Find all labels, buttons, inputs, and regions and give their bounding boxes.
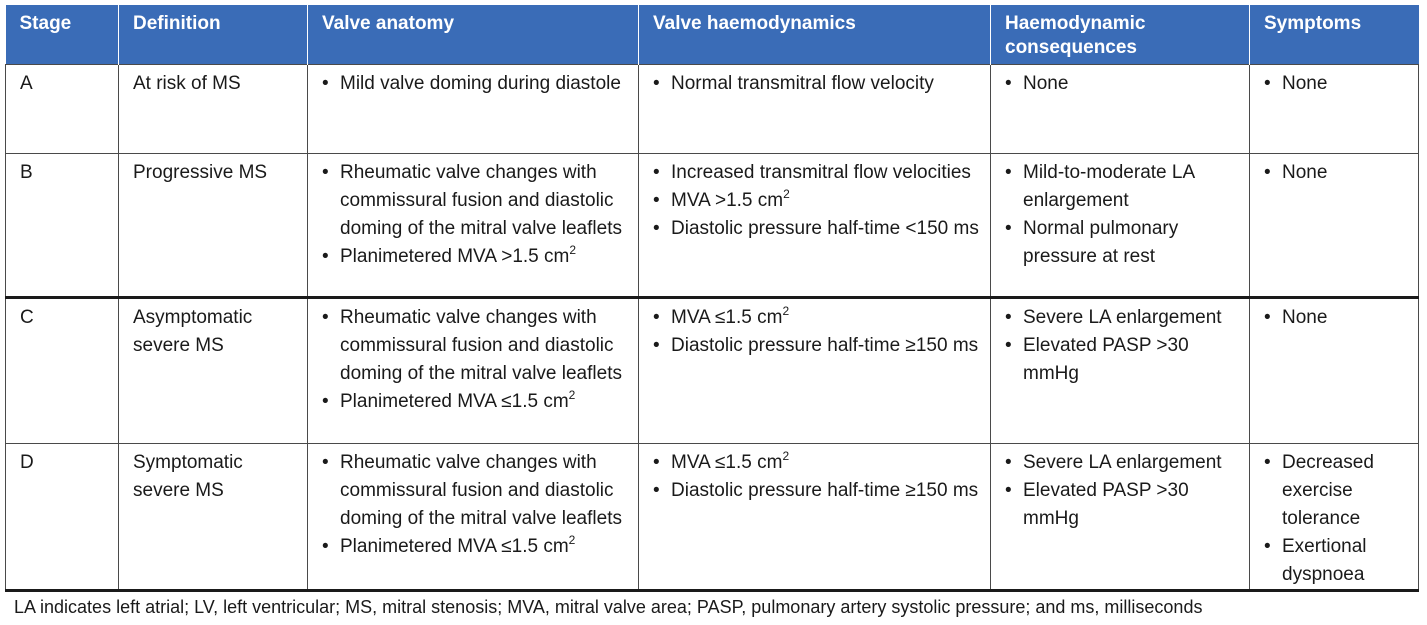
- symptoms-cell: [1250, 65, 1419, 154]
- consequences-cell: [991, 65, 1250, 154]
- list-item: • Mild-to-moderate LA enlargement: [1005, 159, 1243, 215]
- anatomy-cell: [308, 444, 639, 591]
- list-item: • Severe LA enlargement: [1005, 449, 1243, 477]
- list-item: • MVA >1.5 $cm^2$: [653, 187, 984, 215]
- list-item: • Severe LA enlargement: [1005, 304, 1243, 332]
- header-haemodynamic-consequences: Haemodynamic consequences: [991, 5, 1250, 65]
- list-item: • Elevated PASP >30 mmHg: [1005, 477, 1243, 533]
- table-row: [6, 298, 1419, 444]
- stage-cell: A: [6, 65, 119, 154]
- list-item: • None: [1264, 304, 1412, 332]
- haemodynamics-cell: [639, 154, 991, 298]
- list-item: • Planimetered MVA ≤1.5 $cm^2$: [322, 388, 632, 416]
- list-item: • Exertional dyspnoea: [1264, 533, 1412, 589]
- table-header-row: [6, 5, 1419, 65]
- list-item: • MVA ≤1.5 $cm^2$: [653, 304, 984, 332]
- list-item: • None: [1264, 70, 1412, 98]
- list-item: • Planimetered MVA >1.5 $cm^2$: [322, 243, 632, 271]
- anatomy-cell: [308, 298, 639, 444]
- consequences-cell: [991, 298, 1250, 444]
- haemodynamics-cell: [639, 444, 991, 591]
- header-definition: Definition: [119, 5, 308, 65]
- haemodynamics-cell: [639, 298, 991, 444]
- consequences-cell: [991, 444, 1250, 591]
- anatomy-cell: [308, 154, 639, 298]
- table-row: [6, 65, 1419, 154]
- list-item: • Increased transmitral flow velocities: [653, 159, 984, 187]
- list-item: • Decreased exercise tolerance: [1264, 449, 1412, 533]
- symptoms-cell: [1250, 154, 1419, 298]
- list-item: • Planimetered MVA ≤1.5 $cm^2$: [322, 533, 632, 561]
- table-footnote: LA indicates left atrial; LV, left ventricular; MS, mitral stenosis; MVA, mitral valve area; PASP, pulmonary artery systolic pressure; and ms, milliseconds: [14, 597, 1203, 617]
- list-item: • Normal pulmonary pressure at rest: [1005, 215, 1243, 271]
- anatomy-cell: [308, 65, 639, 154]
- ms-stages-table: [5, 5, 1419, 592]
- stage-cell: B: [6, 154, 119, 298]
- header-valve-haemodynamics: Valve haemodynamics: [639, 5, 991, 65]
- list-item: • None: [1264, 159, 1412, 187]
- list-item: • MVA ≤1.5 $cm^2$: [653, 449, 984, 477]
- symptoms-cell: [1250, 298, 1419, 444]
- header-valve-anatomy: Valve anatomy: [308, 5, 639, 65]
- definition-cell: Asymptomatic severe MS: [119, 298, 308, 444]
- list-item: • Diastolic pressure half-time <150 ms: [653, 215, 984, 243]
- haemodynamics-cell: [639, 65, 991, 154]
- symptoms-cell: [1250, 444, 1419, 591]
- consequences-cell: [991, 154, 1250, 298]
- table-row: [6, 444, 1419, 591]
- stage-cell: C: [6, 298, 119, 444]
- list-item: • Diastolic pressure half-time ≥150 ms: [653, 477, 984, 505]
- header-symptoms: Symptoms: [1250, 5, 1419, 65]
- list-item: • Rheumatic valve changes with commissural fusion and diastolic doming of the mitral valve leaflets: [322, 159, 632, 243]
- definition-cell: At risk of MS: [119, 65, 308, 154]
- list-item: • Rheumatic valve changes with commissural fusion and diastolic doming of the mitral valve leaflets: [322, 449, 632, 533]
- header-stage: Stage: [6, 5, 119, 65]
- ms-stages-table-container: [5, 5, 1418, 592]
- stage-cell: D: [6, 444, 119, 591]
- definition-cell: Progressive MS: [119, 154, 308, 298]
- definition-cell: Symptomatic severe MS: [119, 444, 308, 591]
- list-item: • Elevated PASP >30 mmHg: [1005, 332, 1243, 388]
- list-item: • Rheumatic valve changes with commissural fusion and diastolic doming of the mitral valve leaflets: [322, 304, 632, 388]
- list-item: • Mild valve doming during diastole: [322, 70, 632, 98]
- list-item: • None: [1005, 70, 1243, 98]
- table-row: [6, 154, 1419, 298]
- list-item: • Diastolic pressure half-time ≥150 ms: [653, 332, 984, 360]
- list-item: • Normal transmitral flow velocity: [653, 70, 984, 98]
